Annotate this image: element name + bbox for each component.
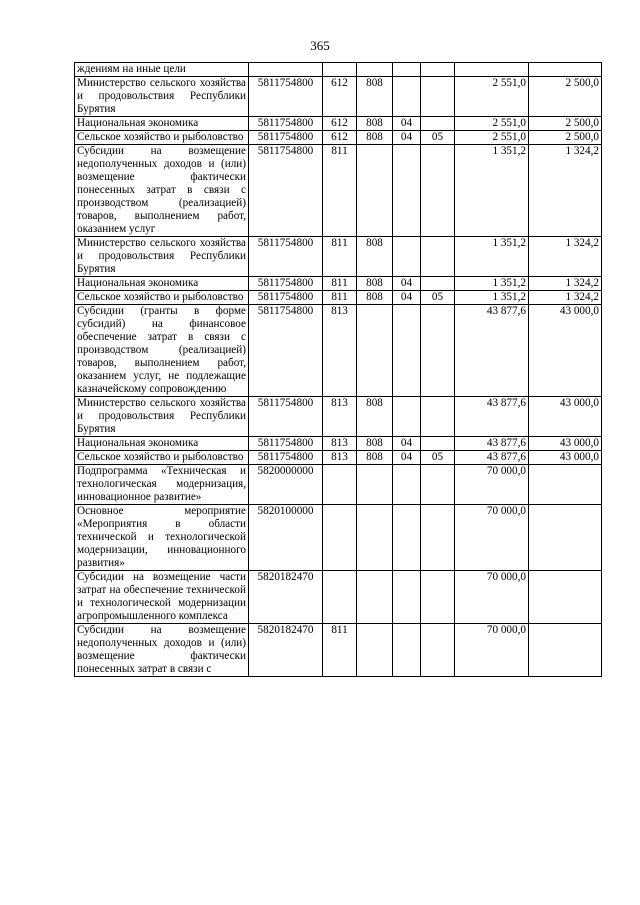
table-row [75, 77, 602, 117]
target-article-code-cell: 5811754800 [249, 277, 323, 291]
section-code-cell [393, 305, 421, 397]
expense-type-code-cell: 811 [323, 624, 357, 677]
target-article-code-cell [249, 63, 323, 77]
row-name-cell: Субсидии на возмещение части затрат на обеспечение технической и технологической модернизации агропромышленного комплекса [75, 571, 249, 624]
amount-year2-cell: 2 500,0 [529, 131, 602, 145]
expense-type-code-cell: 612 [323, 131, 357, 145]
target-article-code-cell: 5811754800 [249, 145, 323, 237]
amount-year1-cell: 43 877,6 [455, 437, 529, 451]
section-code-cell: 04 [393, 291, 421, 305]
expense-type-code-cell: 813 [323, 437, 357, 451]
amount-year1-cell: 1 351,2 [455, 277, 529, 291]
expense-type-code-cell: 813 [323, 451, 357, 465]
section-code-cell [393, 505, 421, 571]
subsection-code-cell: 05 [421, 451, 455, 465]
amount-year2-cell: 43 000,0 [529, 305, 602, 397]
section-code-cell [393, 145, 421, 237]
expense-type-code-cell: 811 [323, 277, 357, 291]
subsection-code-cell [421, 77, 455, 117]
target-article-code-cell: 5811754800 [249, 397, 323, 437]
row-name-cell: Субсидии на возмещение недополученных доходов и (или) возмещение фактически понесенных затрат в связи с производством (реализацией) товаров, выполнением работ, оказанием услуг [75, 145, 249, 237]
section-code-cell: 04 [393, 437, 421, 451]
subsection-code-cell [421, 117, 455, 131]
target-article-code-cell: 5820182470 [249, 571, 323, 624]
amount-year1-cell: 70 000,0 [455, 571, 529, 624]
amount-year1-cell: 2 551,0 [455, 77, 529, 117]
page-number: 365 [310, 38, 330, 53]
target-article-code-cell: 5811754800 [249, 291, 323, 305]
expense-type-code-cell [323, 465, 357, 505]
ministry-code-cell: 808 [357, 291, 393, 305]
amount-year2-cell: 2 500,0 [529, 77, 602, 117]
row-name-cell: Основное мероприятие «Мероприятия в области технической и технологической модернизации, инновационного развития» [75, 505, 249, 571]
subsection-code-cell [421, 397, 455, 437]
row-name-cell: Министерство сельского хозяйства и продовольствия Республики Бурятия [75, 237, 249, 277]
expense-type-code-cell: 811 [323, 145, 357, 237]
subsection-code-cell [421, 277, 455, 291]
expense-type-code-cell: 813 [323, 397, 357, 437]
table-row [75, 437, 602, 451]
ministry-code-cell [357, 465, 393, 505]
table-row [75, 397, 602, 437]
ministry-code-cell [357, 571, 393, 624]
amount-year1-cell: 70 000,0 [455, 505, 529, 571]
budget-table [74, 62, 602, 677]
table-row [75, 63, 602, 77]
target-article-code-cell: 5820000000 [249, 465, 323, 505]
target-article-code-cell: 5811754800 [249, 77, 323, 117]
amount-year1-cell: 43 877,6 [455, 451, 529, 465]
ministry-code-cell: 808 [357, 451, 393, 465]
amount-year2-cell [529, 505, 602, 571]
table-row [75, 117, 602, 131]
row-name-cell: Субсидии на возмещение недополученных доходов и (или) возмещение фактически понесенных затрат в связи с [75, 624, 249, 677]
amount-year2-cell [529, 63, 602, 77]
table-row [75, 131, 602, 145]
ministry-code-cell: 808 [357, 117, 393, 131]
table-row [75, 237, 602, 277]
row-name-cell: Министерство сельского хозяйства и продовольствия Республики Бурятия [75, 397, 249, 437]
subsection-code-cell [421, 624, 455, 677]
subsection-code-cell [421, 237, 455, 277]
section-code-cell: 04 [393, 277, 421, 291]
ministry-code-cell: 808 [357, 77, 393, 117]
expense-type-code-cell: 813 [323, 305, 357, 397]
subsection-code-cell [421, 437, 455, 451]
ministry-code-cell [357, 145, 393, 237]
row-name-cell: Национальная экономика [75, 277, 249, 291]
amount-year2-cell: 43 000,0 [529, 437, 602, 451]
ministry-code-cell: 808 [357, 277, 393, 291]
section-code-cell [393, 63, 421, 77]
target-article-code-cell: 5820182470 [249, 624, 323, 677]
section-code-cell [393, 465, 421, 505]
amount-year2-cell: 1 324,2 [529, 145, 602, 237]
amount-year1-cell: 43 877,6 [455, 305, 529, 397]
ministry-code-cell [357, 505, 393, 571]
subsection-code-cell [421, 63, 455, 77]
ministry-code-cell [357, 305, 393, 397]
row-name-cell: Национальная экономика [75, 437, 249, 451]
expense-type-code-cell [323, 63, 357, 77]
target-article-code-cell: 5811754800 [249, 437, 323, 451]
amount-year1-cell: 1 351,2 [455, 145, 529, 237]
table-body [75, 63, 602, 677]
table-row [75, 571, 602, 624]
row-name-cell: Министерство сельского хозяйства и продовольствия Республики Бурятия [75, 77, 249, 117]
target-article-code-cell: 5811754800 [249, 131, 323, 145]
amount-year1-cell: 70 000,0 [455, 465, 529, 505]
target-article-code-cell: 5811754800 [249, 305, 323, 397]
section-code-cell: 04 [393, 131, 421, 145]
section-code-cell: 04 [393, 451, 421, 465]
target-article-code-cell: 5811754800 [249, 451, 323, 465]
ministry-code-cell: 808 [357, 237, 393, 277]
row-name-cell: Национальная экономика [75, 117, 249, 131]
table-row [75, 465, 602, 505]
amount-year2-cell: 1 324,2 [529, 291, 602, 305]
row-name-cell: Сельское хозяйство и рыболовство [75, 451, 249, 465]
row-name-cell: Сельское хозяйство и рыболовство [75, 291, 249, 305]
target-article-code-cell: 5820100000 [249, 505, 323, 571]
table-row [75, 277, 602, 291]
section-code-cell [393, 237, 421, 277]
table-row [75, 624, 602, 677]
table-row [75, 305, 602, 397]
amount-year1-cell: 2 551,0 [455, 131, 529, 145]
amount-year2-cell [529, 465, 602, 505]
amount-year2-cell: 43 000,0 [529, 451, 602, 465]
subsection-code-cell [421, 305, 455, 397]
expense-type-code-cell: 811 [323, 237, 357, 277]
row-name-cell: Субсидии (гранты в форме субсидий) на финансовое обеспечение затрат в связи с производством (реализацией) товаров, выполнением работ, оказанием услуг, не подлежащие казначейскому сопровождению [75, 305, 249, 397]
amount-year1-cell: 1 351,2 [455, 291, 529, 305]
amount-year2-cell: 1 324,2 [529, 237, 602, 277]
expense-type-code-cell [323, 505, 357, 571]
amount-year1-cell: 70 000,0 [455, 624, 529, 677]
subsection-code-cell [421, 465, 455, 505]
amount-year1-cell: 1 351,2 [455, 237, 529, 277]
ministry-code-cell: 808 [357, 437, 393, 451]
target-article-code-cell: 5811754800 [249, 237, 323, 277]
row-name-cell: ждениям на иные цели [75, 63, 249, 77]
expense-type-code-cell: 811 [323, 291, 357, 305]
table-row [75, 505, 602, 571]
ministry-code-cell [357, 63, 393, 77]
ministry-code-cell [357, 624, 393, 677]
subsection-code-cell: 05 [421, 291, 455, 305]
subsection-code-cell [421, 571, 455, 624]
table-row [75, 451, 602, 465]
row-name-cell: Подпрограмма «Техническая и технологическая модернизация, инновационное развитие» [75, 465, 249, 505]
subsection-code-cell [421, 145, 455, 237]
section-code-cell [393, 397, 421, 437]
subsection-code-cell: 05 [421, 131, 455, 145]
section-code-cell: 04 [393, 117, 421, 131]
amount-year2-cell: 43 000,0 [529, 397, 602, 437]
section-code-cell [393, 624, 421, 677]
amount-year1-cell [455, 63, 529, 77]
amount-year2-cell: 2 500,0 [529, 117, 602, 131]
target-article-code-cell: 5811754800 [249, 117, 323, 131]
table-row [75, 291, 602, 305]
table-row [75, 145, 602, 237]
expense-type-code-cell [323, 571, 357, 624]
amount-year2-cell [529, 571, 602, 624]
amount-year1-cell: 2 551,0 [455, 117, 529, 131]
amount-year2-cell: 1 324,2 [529, 277, 602, 291]
subsection-code-cell [421, 505, 455, 571]
section-code-cell [393, 77, 421, 117]
row-name-cell: Сельское хозяйство и рыболовство [75, 131, 249, 145]
section-code-cell [393, 571, 421, 624]
amount-year2-cell [529, 624, 602, 677]
ministry-code-cell: 808 [357, 397, 393, 437]
amount-year1-cell: 43 877,6 [455, 397, 529, 437]
expense-type-code-cell: 612 [323, 77, 357, 117]
expense-type-code-cell: 612 [323, 117, 357, 131]
ministry-code-cell: 808 [357, 131, 393, 145]
